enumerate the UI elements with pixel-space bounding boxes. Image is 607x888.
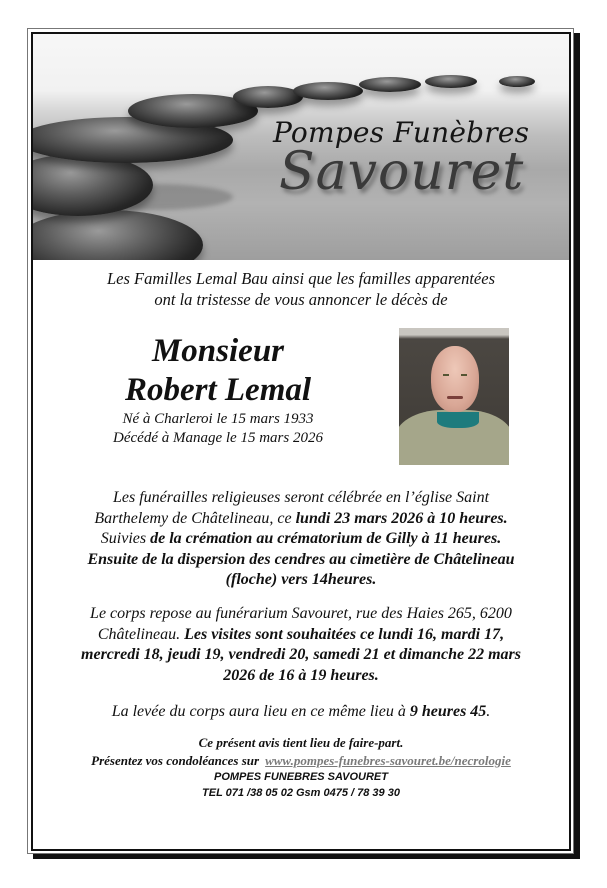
stone xyxy=(33,210,203,260)
levee-time: 9 heures 45 xyxy=(409,703,487,720)
levee-info: La levée du corps aura lieu en ce même lieu à 9 heures 45. xyxy=(111,703,491,720)
brand-subtitle: Pompes Funèbres xyxy=(273,116,530,149)
funeral-details xyxy=(33,488,569,591)
banner-image xyxy=(33,34,569,260)
visit-line-2a: Châtelineau. xyxy=(97,625,185,643)
intro-line-1: Les Familles Lemal Bau ainsi que les familles apparentées xyxy=(106,269,496,288)
funeral-line-2a: Barthelemy de Châtelineau, ce xyxy=(94,509,296,527)
dispersion-info: Ensuite de la dispersion des cendres au cimetière de Châtelineau xyxy=(87,550,515,568)
levee-text: La levée du corps aura lieu en ce même lieu à xyxy=(111,703,410,720)
deceased-photo xyxy=(399,328,509,465)
contact-phone: TEL 071 /38 05 02 Gsm 0475 / 78 39 30 xyxy=(202,787,400,799)
visit-line-3: mercredi 18, jeudi 19, vendredi 20, samedi 21 et dimanche 22 mars xyxy=(81,646,521,663)
brand-name: Savouret xyxy=(279,142,525,202)
deceased-block xyxy=(93,332,343,448)
visit-line-4: 2026 de 16 à 19 heures. xyxy=(223,666,379,684)
deceased-title: Monsieur xyxy=(151,333,285,369)
funeral-line-3a: Suivies xyxy=(100,530,151,547)
cremation-info: de la crémation au crématorium de Gilly à 11 heures. xyxy=(150,530,502,547)
necrology-link[interactable]: www.pompes-funebres-savouret.be/necrologie xyxy=(265,753,511,768)
condolences-label: Présentez vos condoléances sur xyxy=(91,753,260,768)
intro-text xyxy=(33,268,569,310)
stone xyxy=(499,76,535,87)
stone xyxy=(293,82,363,100)
notice-text: Ce présent avis tient lieu de faire-part. xyxy=(198,735,404,750)
company-name: POMPES FUNEBRES SAVOURET xyxy=(214,771,388,783)
visit-line-2b: Les visites sont souhaitées ce lundi 16, mardi 17, xyxy=(184,625,505,643)
deceased-name: Robert Lemal xyxy=(124,372,312,408)
funeral-date: lundi 23 mars 2026 à 10 heures. xyxy=(295,509,508,527)
birth-info: Né à Charleroi le 15 mars 1933 xyxy=(122,411,314,427)
stone xyxy=(359,77,421,92)
obituary-notice xyxy=(31,32,571,851)
visit-line-1: Le corps repose au funérarium Savouret, rue des Haies 265, 6200 xyxy=(90,605,512,622)
footer xyxy=(33,734,569,801)
death-info: Décédé à Manage le 15 mars 2026 xyxy=(113,430,323,446)
funeral-line-1: Les funérailles religieuses seront célébrée en l’église Saint xyxy=(112,489,490,506)
stone xyxy=(425,75,477,88)
intro-line-2: ont la tristesse de vous annoncer le décès de xyxy=(154,290,448,309)
dispersion-time: (floche) vers 14heures. xyxy=(225,571,377,588)
visit-details xyxy=(33,604,569,686)
